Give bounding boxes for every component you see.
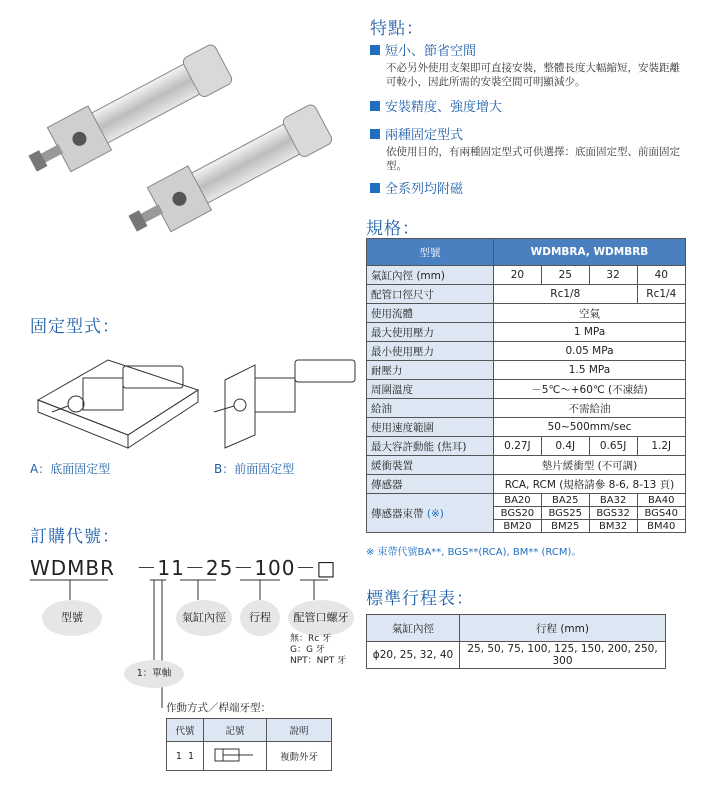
stroke-title: 標準行程表：	[366, 589, 474, 609]
feature-2: 安裝精度、強度增大	[370, 96, 680, 115]
op-code-cell: 1 1	[167, 742, 204, 771]
op-table: 代號 記號 說明 1 1 複動外牙	[166, 718, 332, 771]
spec-note: ※ 束帶代號BA**, BGS**(RCA), BM** (RCM)。	[366, 547, 582, 558]
mount-title: 固定型式：	[30, 317, 120, 337]
cylinder-symbol-icon	[204, 742, 267, 771]
action-oval: 1：單軸	[124, 660, 184, 688]
stroke-table: 氣缸內徑 行程 (mm) ϕ20, 25, 32, 40 25, 50, 75, 100, 125, 150, 200, 250, 300	[366, 614, 666, 669]
square-bullet-icon	[370, 101, 380, 111]
mount-a-caption: A：底面固定型	[30, 462, 111, 476]
thread-options: 無：Rc 牙 G：G 牙 NPT：NPT 牙	[290, 634, 347, 666]
order-title: 訂購代號：	[30, 527, 120, 547]
spec-table: 型號 WDMBRA, WDMBRB 氣缸內徑 (mm) 20 25 32 40 配管口徑尺寸 Rc1/8 Rc1/4 使用流體 空氣 最大使用壓力 1 MPa 最小使用壓力 0.05 MPa 耐壓力 1.5 MPa 周圍溫度 －5℃～+60℃ (不凍結) 給油 不需給油 使用速度範圍 50~500mm/sec 最大容許動能 (焦耳) 0.27J 0.4J 0.65J 1.2J 緩衝裝置 墊片緩衝型 (不可調) 傳感器 RCA, RCM (規格請參 8-6, 8-13 頁) 傳感器束帶 (※) BA20 BA25 BA32 BA40 BGS20 BGS25 BGS32 BGS40 BM20 BM25 BM32 BM40	[366, 238, 686, 533]
square-bullet-icon	[370, 129, 380, 139]
mount-b-caption: B：前面固定型	[214, 462, 295, 476]
band-label: 傳感器束帶 (※)	[367, 494, 494, 533]
stroke-oval: 行程	[240, 600, 280, 636]
features-title: 特點：	[370, 19, 424, 39]
feature-3: 兩種固定型式 依使用目的，有兩種固定型式可供選擇：底面固定型、前面固定型。	[370, 124, 680, 173]
thread-oval: 配管口螺牙	[288, 600, 354, 636]
feature-4: 全系列均附磁	[370, 178, 680, 197]
feature-1: 短小、節省空間 不必另外使用支架即可直接安裝，整體長度大幅縮短，安裝距離可較小，因此所需的安裝空間可明顯減少。	[370, 40, 680, 89]
mount-b-drawing	[210, 340, 370, 455]
mount-a-drawing	[28, 340, 203, 455]
bore-oval: 氣缸內徑	[176, 600, 232, 636]
spec-title: 規格：	[366, 219, 420, 239]
model-oval: 型號	[42, 600, 102, 636]
square-bullet-icon	[370, 45, 380, 55]
op-title: 作動方式／桿端牙型：	[166, 702, 271, 714]
product-photo	[20, 30, 340, 240]
order-code: WDMBR －11－25－100－□	[30, 556, 337, 580]
square-bullet-icon	[370, 183, 380, 193]
